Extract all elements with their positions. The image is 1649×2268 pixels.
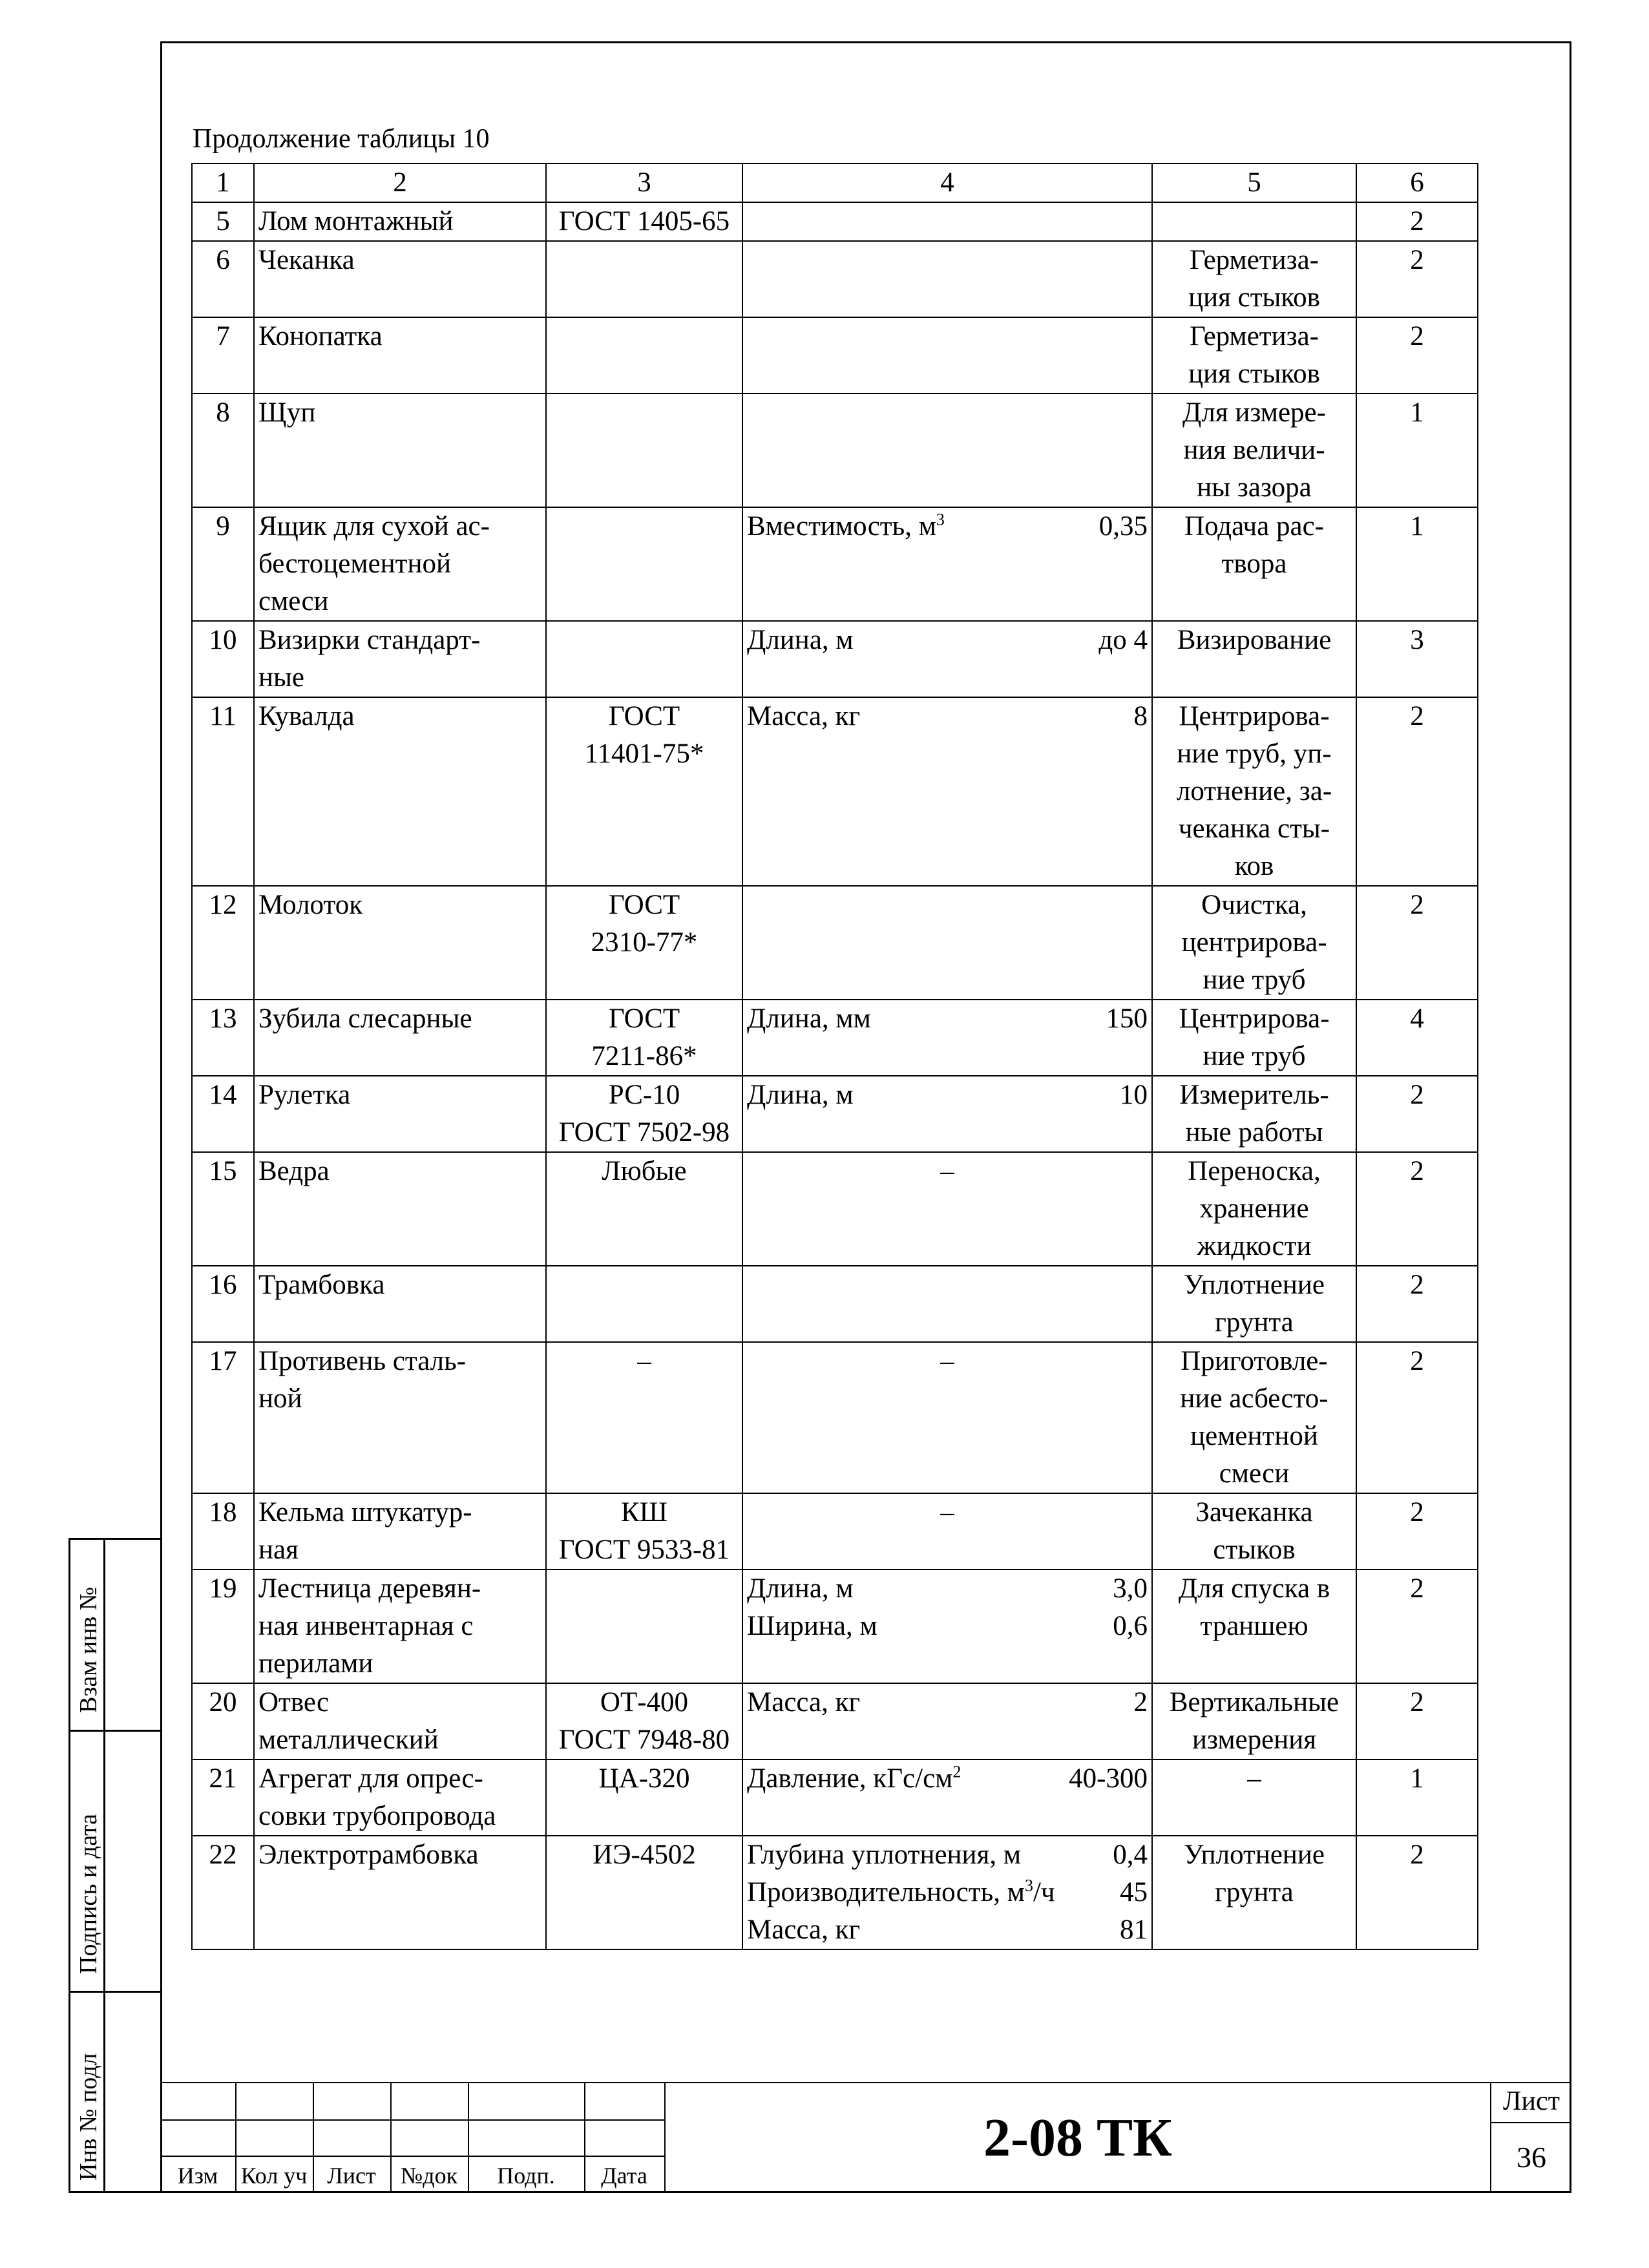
item-quantity: 1 bbox=[1356, 507, 1478, 621]
table-row bbox=[192, 1836, 1478, 1949]
item-quantity: 2 bbox=[1356, 1266, 1478, 1342]
parameter-value: 10 bbox=[1120, 1080, 1148, 1110]
item-parameters bbox=[742, 317, 1152, 394]
parameter-line bbox=[747, 622, 1148, 659]
parameter-value: 81 bbox=[1120, 1915, 1148, 1945]
item-quantity: 2 bbox=[1356, 1836, 1478, 1949]
item-name: Лестница деревян- ная инвентарная с перилами bbox=[254, 1570, 546, 1683]
item-parameters bbox=[742, 1076, 1152, 1152]
parameter-value: 2 bbox=[1133, 1687, 1148, 1717]
item-parameters bbox=[742, 241, 1152, 317]
item-name: Ведра bbox=[254, 1152, 546, 1266]
item-parameters bbox=[742, 697, 1152, 886]
item-quantity: 2 bbox=[1356, 1493, 1478, 1570]
item-parameters bbox=[742, 1759, 1152, 1836]
item-standard: ГОСТ 1405-65 bbox=[546, 202, 742, 241]
parameter-label-text: Масса, кг bbox=[747, 1915, 861, 1945]
row-number: 21 bbox=[192, 1759, 254, 1836]
rev-label: Лист bbox=[327, 2163, 376, 2189]
parameter-label-text: Производительность, м bbox=[747, 1877, 1025, 1907]
item-quantity: 2 bbox=[1356, 317, 1478, 394]
item-name: Конопатка bbox=[254, 317, 546, 394]
parameter-value: 0,35 bbox=[1098, 511, 1148, 541]
table-row bbox=[192, 394, 1478, 507]
item-quantity: 1 bbox=[1356, 394, 1478, 507]
parameter-label-text: Длина, м bbox=[747, 625, 854, 655]
row-number: 14 bbox=[192, 1076, 254, 1152]
item-name: Противень сталь- ной bbox=[254, 1342, 546, 1493]
item-standard bbox=[546, 1570, 742, 1683]
item-name: Зубила слесарные bbox=[254, 1000, 546, 1076]
table-row bbox=[192, 507, 1478, 621]
parameter-label bbox=[747, 1000, 871, 1038]
document-code: 2-08 ТК bbox=[983, 2107, 1172, 2168]
sheet-box bbox=[1490, 2082, 1571, 2193]
item-purpose: Переноска, хранение жидкости bbox=[1152, 1152, 1356, 1266]
row-number: 8 bbox=[192, 394, 254, 507]
table-row bbox=[192, 697, 1478, 886]
row-number: 5 bbox=[192, 202, 254, 241]
table-body bbox=[192, 163, 1478, 1949]
item-purpose: Герметиза- ция стыков bbox=[1152, 317, 1356, 394]
parameter-label-text: – bbox=[940, 1497, 954, 1528]
table-row bbox=[192, 1759, 1478, 1836]
table-row bbox=[192, 241, 1478, 317]
item-name: Лом монтажный bbox=[254, 202, 546, 241]
item-parameters bbox=[742, 202, 1152, 241]
item-purpose: Центрирова- ние труб bbox=[1152, 1000, 1356, 1076]
item-parameters bbox=[742, 1570, 1152, 1683]
side-stamp-divider bbox=[70, 1730, 162, 1732]
rev-label: Изм bbox=[177, 2163, 218, 2189]
table-row bbox=[192, 1683, 1478, 1759]
parameter-label-text: Масса, кг bbox=[747, 1687, 861, 1717]
table-row bbox=[192, 1000, 1478, 1076]
item-quantity: 2 bbox=[1356, 1683, 1478, 1759]
item-name: Кельма штукатур- ная bbox=[254, 1493, 546, 1570]
item-parameters bbox=[742, 621, 1152, 697]
parameter-label bbox=[747, 1911, 860, 1949]
parameter-label bbox=[940, 1153, 954, 1190]
item-purpose: Вертикальные измерения bbox=[1152, 1683, 1356, 1759]
item-purpose: Зачеканка стыков bbox=[1152, 1493, 1356, 1570]
item-quantity: 2 bbox=[1356, 202, 1478, 241]
revision-grid bbox=[160, 2082, 664, 2193]
side-stamp bbox=[68, 1538, 160, 2193]
item-standard: ГОСТ 2310-77* bbox=[546, 886, 742, 1000]
parameter-line bbox=[747, 698, 1148, 735]
parameter-line bbox=[747, 1760, 1148, 1798]
item-standard: РС-10 ГОСТ 7502-98 bbox=[546, 1076, 742, 1152]
title-block bbox=[160, 2082, 1571, 2193]
item-standard bbox=[546, 507, 742, 621]
row-number: 7 bbox=[192, 317, 254, 394]
parameter-value: 150 bbox=[1106, 1003, 1148, 1034]
parameter-label bbox=[747, 1570, 854, 1608]
inv-podl-label: Инв № подл bbox=[75, 2053, 102, 2181]
parameter-label bbox=[747, 1874, 1055, 1911]
col-header: 4 bbox=[742, 163, 1152, 202]
parameter-line bbox=[747, 1343, 1148, 1380]
rev-label: Дата bbox=[601, 2163, 647, 2189]
item-purpose: Измеритель- ные работы bbox=[1152, 1076, 1356, 1152]
table-row bbox=[192, 1266, 1478, 1342]
row-number: 11 bbox=[192, 697, 254, 886]
item-purpose: Уплотнение грунта bbox=[1152, 1266, 1356, 1342]
item-quantity: 1 bbox=[1356, 1759, 1478, 1836]
col-header: 6 bbox=[1356, 163, 1478, 202]
parameter-line bbox=[747, 508, 1148, 545]
item-quantity: 2 bbox=[1356, 697, 1478, 886]
col-header: 5 bbox=[1152, 163, 1356, 202]
table-row bbox=[192, 1076, 1478, 1152]
item-purpose: Для спуска в траншею bbox=[1152, 1570, 1356, 1683]
item-name: Ящик для сухой ас- бестоцементной смеси bbox=[254, 507, 546, 621]
item-parameters bbox=[742, 1152, 1152, 1266]
item-quantity: 2 bbox=[1356, 1076, 1478, 1152]
parameter-label bbox=[747, 1760, 961, 1798]
table-row bbox=[192, 317, 1478, 394]
row-number: 6 bbox=[192, 241, 254, 317]
parameter-label-text: – bbox=[940, 1346, 954, 1376]
parameter-label bbox=[940, 1494, 954, 1531]
row-number: 12 bbox=[192, 886, 254, 1000]
parameter-label bbox=[940, 1343, 954, 1380]
item-purpose: Герметиза- ция стыков bbox=[1152, 241, 1356, 317]
parameter-value: 3,0 bbox=[1113, 1573, 1148, 1604]
parameter-label-suffix: /ч bbox=[1033, 1877, 1055, 1907]
item-quantity: 3 bbox=[1356, 621, 1478, 697]
header-row bbox=[192, 163, 1478, 202]
parameter-label-text: Давление, кГс/см bbox=[747, 1763, 953, 1794]
parameter-label bbox=[747, 1684, 860, 1721]
parameter-line bbox=[747, 1836, 1148, 1874]
item-purpose: Визирование bbox=[1152, 621, 1356, 697]
parameter-label-text: Длина, мм bbox=[747, 1003, 871, 1034]
item-purpose: Подача рас- твора bbox=[1152, 507, 1356, 621]
parameter-unit-exponent: 3 bbox=[936, 510, 945, 529]
item-name: Трамбовка bbox=[254, 1266, 546, 1342]
parameter-label-text: Длина, м bbox=[747, 1080, 854, 1110]
item-name: Электротрамбовка bbox=[254, 1836, 546, 1949]
item-standard: ОТ-400 ГОСТ 7948-80 bbox=[546, 1683, 742, 1759]
parameter-label-text: Длина, м bbox=[747, 1573, 854, 1604]
parameter-line bbox=[747, 1684, 1148, 1721]
item-standard: ЦА-320 bbox=[546, 1759, 742, 1836]
item-standard bbox=[546, 241, 742, 317]
parameter-line bbox=[747, 1570, 1148, 1608]
item-name: Молоток bbox=[254, 886, 546, 1000]
item-standard: ИЭ-4502 bbox=[546, 1836, 742, 1949]
item-standard bbox=[546, 621, 742, 697]
row-number: 16 bbox=[192, 1266, 254, 1342]
table-row bbox=[192, 202, 1478, 241]
parameter-label-text: Глубина уплотнения, м bbox=[747, 1840, 1022, 1870]
parameter-line bbox=[747, 1000, 1148, 1038]
rev-label: Подп. bbox=[497, 2163, 555, 2189]
signature-date-label: Подпись и дата bbox=[75, 1813, 102, 1974]
parameter-line bbox=[747, 1608, 1148, 1645]
item-purpose: – bbox=[1152, 1759, 1356, 1836]
parameter-line bbox=[747, 1494, 1148, 1531]
parameter-line bbox=[747, 1076, 1148, 1114]
parameter-value: 40-300 bbox=[1069, 1763, 1148, 1794]
item-quantity: 2 bbox=[1356, 1570, 1478, 1683]
parameter-label bbox=[747, 1076, 854, 1114]
parameter-value: 8 bbox=[1133, 701, 1148, 731]
parameter-value: 0,4 bbox=[1113, 1840, 1148, 1870]
parameter-label-text: – bbox=[940, 1156, 954, 1186]
item-standard bbox=[546, 317, 742, 394]
item-purpose: Для измере- ния величи- ны зазора bbox=[1152, 394, 1356, 507]
sheet-label: Лист bbox=[1503, 2086, 1560, 2116]
item-parameters bbox=[742, 1836, 1152, 1949]
item-parameters bbox=[742, 1342, 1152, 1493]
row-number: 19 bbox=[192, 1570, 254, 1683]
item-quantity: 2 bbox=[1356, 886, 1478, 1000]
parameter-label bbox=[747, 508, 945, 545]
row-number: 22 bbox=[192, 1836, 254, 1949]
item-standard: ГОСТ 11401-75* bbox=[546, 697, 742, 886]
item-quantity: 2 bbox=[1356, 1342, 1478, 1493]
table-row bbox=[192, 1493, 1478, 1570]
equipment-table bbox=[191, 163, 1478, 1950]
item-purpose: Уплотнение грунта bbox=[1152, 1836, 1356, 1949]
table-row bbox=[192, 1342, 1478, 1493]
item-parameters bbox=[742, 886, 1152, 1000]
item-name: Кувалда bbox=[254, 697, 546, 886]
item-name: Щуп bbox=[254, 394, 546, 507]
row-number: 17 bbox=[192, 1342, 254, 1493]
item-standard bbox=[546, 394, 742, 507]
item-purpose: Приготовле- ние асбесто- цементной смеси bbox=[1152, 1342, 1356, 1493]
table-row bbox=[192, 621, 1478, 697]
item-parameters bbox=[742, 1683, 1152, 1759]
parameter-value: 45 bbox=[1120, 1877, 1148, 1907]
item-purpose bbox=[1152, 202, 1356, 241]
item-standard: – bbox=[546, 1342, 742, 1493]
item-parameters bbox=[742, 1000, 1152, 1076]
row-number: 10 bbox=[192, 621, 254, 697]
item-name: Рулетка bbox=[254, 1076, 546, 1152]
rev-label: №док bbox=[400, 2163, 458, 2189]
item-quantity: 2 bbox=[1356, 241, 1478, 317]
table-row bbox=[192, 1152, 1478, 1266]
parameter-label bbox=[747, 1836, 1021, 1874]
item-name: Агрегат для опрес- совки трубопровода bbox=[254, 1759, 546, 1836]
parameter-label-text: Масса, кг bbox=[747, 701, 861, 731]
table-caption: Продолжение таблицы 10 bbox=[193, 124, 490, 154]
row-number: 9 bbox=[192, 507, 254, 621]
parameter-label bbox=[747, 698, 860, 735]
col-header: 2 bbox=[254, 163, 546, 202]
parameter-label bbox=[747, 622, 854, 659]
parameter-line bbox=[747, 1911, 1148, 1949]
item-standard: КШ ГОСТ 9533-81 bbox=[546, 1493, 742, 1570]
item-purpose: Центрирова- ние труб, уп- лотнение, за- чеканка сты- ков bbox=[1152, 697, 1356, 886]
parameter-line bbox=[747, 1874, 1148, 1911]
parameter-label bbox=[747, 1608, 877, 1645]
row-number: 18 bbox=[192, 1493, 254, 1570]
parameter-label-text: Ширина, м bbox=[747, 1611, 877, 1641]
item-standard bbox=[546, 1266, 742, 1342]
parameter-label-text: Вместимость, м bbox=[747, 511, 936, 541]
parameter-line bbox=[747, 1153, 1148, 1190]
item-parameters bbox=[742, 1266, 1152, 1342]
side-stamp-divider bbox=[70, 1991, 162, 1993]
item-parameters bbox=[742, 507, 1152, 621]
rev-label: Кол уч bbox=[240, 2163, 308, 2189]
item-parameters bbox=[742, 1493, 1152, 1570]
item-name: Чеканка bbox=[254, 241, 546, 317]
sheet-number: 36 bbox=[1517, 2141, 1546, 2174]
item-quantity: 4 bbox=[1356, 1000, 1478, 1076]
item-name: Визирки стандарт- ные bbox=[254, 621, 546, 697]
item-standard: ГОСТ 7211-86* bbox=[546, 1000, 742, 1076]
item-parameters bbox=[742, 394, 1152, 507]
col-header: 3 bbox=[546, 163, 742, 202]
row-number: 15 bbox=[192, 1152, 254, 1266]
parameter-unit-exponent: 3 bbox=[1024, 1876, 1033, 1895]
parameter-unit-exponent: 2 bbox=[952, 1762, 961, 1781]
table-row bbox=[192, 1570, 1478, 1683]
parameter-value: 0,6 bbox=[1113, 1611, 1148, 1641]
vzam-inv-label: Взам инв № bbox=[75, 1586, 102, 1713]
item-name: Отвес металлический bbox=[254, 1683, 546, 1759]
parameter-value: до 4 bbox=[1098, 625, 1148, 655]
table-row bbox=[192, 886, 1478, 1000]
item-quantity: 2 bbox=[1356, 1152, 1478, 1266]
item-standard: Любые bbox=[546, 1152, 742, 1266]
row-number: 20 bbox=[192, 1683, 254, 1759]
col-header: 1 bbox=[192, 163, 254, 202]
item-purpose: Очистка, центрирова- ние труб bbox=[1152, 886, 1356, 1000]
row-number: 13 bbox=[192, 1000, 254, 1076]
